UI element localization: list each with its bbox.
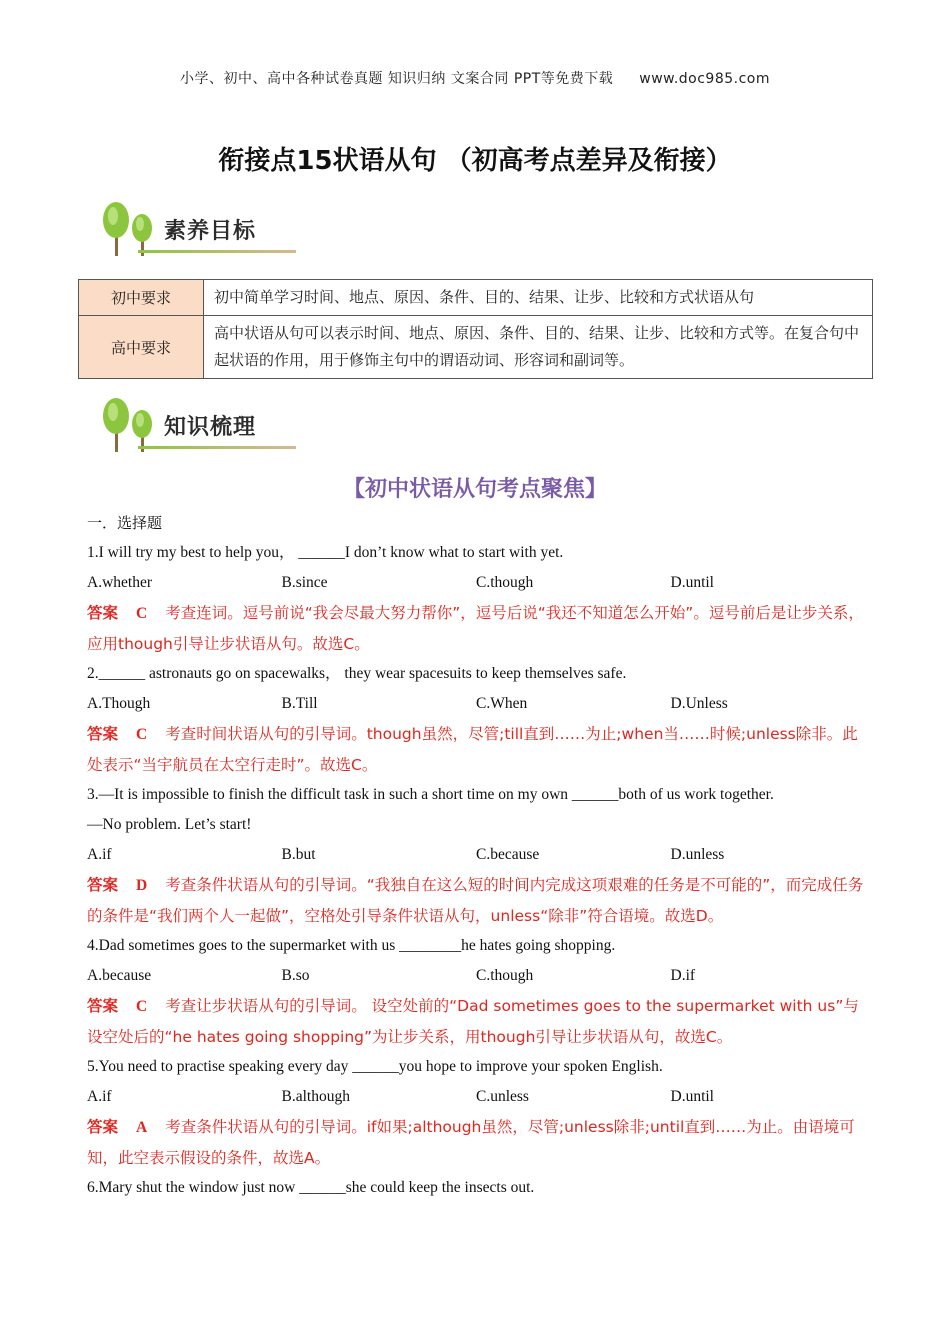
question-stem: 2.______ astronauts go on spacewalks， they wear spacesuits to keep themselves safe.	[87, 665, 627, 682]
answer-block	[87, 870, 865, 931]
option: D.if	[670, 967, 696, 984]
answer-tag: 答案	[87, 1118, 119, 1136]
option: C.When	[476, 695, 528, 712]
req-head-senior: 高中要求	[79, 316, 204, 379]
section-header-goals	[98, 200, 298, 262]
answer-letter: D	[136, 877, 148, 894]
option: D.Unless	[670, 695, 728, 712]
table-row	[79, 316, 873, 379]
exercise-content	[87, 508, 865, 1203]
option: A.if	[87, 1088, 112, 1105]
answer-letter: C	[136, 605, 148, 622]
question-options	[87, 568, 865, 598]
banner-text: 小学、初中、高中各种试卷真题 知识归纳 文案合同 PPT等免费下载	[179, 71, 614, 87]
option: C.unless	[476, 1088, 529, 1105]
option: B.but	[281, 846, 316, 863]
section-title-goals: 素养目标	[164, 219, 257, 244]
answer-tag: 答案	[87, 997, 119, 1015]
banner-url[interactable]: www.doc985.com	[639, 71, 771, 87]
option: D.until	[670, 574, 714, 591]
option: C.though	[476, 967, 534, 984]
req-body-junior: 初中简单学习时间、地点、原因、条件、目的、结果、让步、比较和方式状语从句	[204, 280, 873, 316]
question-stem: —No problem. Let’s start!	[87, 816, 252, 833]
question-options	[87, 840, 865, 870]
focus-heading: 【初中状语从句考点聚焦】	[342, 477, 607, 502]
option: C.though	[476, 574, 534, 591]
question-stem: 3.—It is impossible to finish the difficult task in such a short time on my own ______both of us work together.	[87, 786, 774, 803]
exercise-section-title: 一．选择题	[87, 514, 163, 532]
answer-explanation: 考查让步状语从句的引导词。 设空处前的“Dad sometimes goes to the supermarket with us”与设空处后的“he hates going shopping”为让步关系，用though引导让步状语从句，故选C。	[87, 997, 859, 1046]
option: C.because	[476, 846, 540, 863]
option: B.Till	[281, 695, 318, 712]
requirements-table	[78, 279, 873, 379]
answer-letter: C	[136, 726, 148, 743]
answer-explanation: 考查条件状语从句的引导词。“我独自在这么短的时间内完成这项艰难的任务是不可能的”，而完成任务的条件是“我们两个人一起做”，空格处引导条件状语从句，unless“除非”符合语境。故选D。	[87, 876, 864, 925]
req-body-senior: 高中状语从句可以表示时间、地点、原因、条件、目的、结果、让步、比较和方式等。在复合句中起状语的作用，用于修饰主句中的谓语动词、形容词和副词等。	[204, 316, 873, 379]
answer-explanation: 考查时间状语从句的引导词。though虽然，尽管;till直到……为止;when当……时候;unless除非。此处表示“当宇航员在太空行走时”。故选C。	[87, 725, 858, 774]
option: B.since	[281, 574, 328, 591]
option: D.until	[670, 1088, 714, 1105]
answer-block	[87, 598, 865, 659]
answer-tag: 答案	[87, 725, 119, 743]
question-stem: 5.You need to practise speaking every day ______you hope to improve your spoken English.	[87, 1058, 663, 1075]
section-title-knowledge: 知识梳理	[164, 415, 257, 440]
section-header-knowledge	[98, 396, 298, 458]
answer-explanation: 考查连词。逗号前说“我会尽最大努力帮你”，逗号后说“我还不知道怎么开始”。逗号前后是让步关系，应用though引导让步状语从句。故选C。	[87, 604, 864, 653]
answer-tag: 答案	[87, 876, 119, 894]
answer-block	[87, 991, 865, 1052]
question-options	[87, 961, 865, 991]
option: D.unless	[670, 846, 725, 863]
question-options	[87, 689, 865, 719]
option: A.if	[87, 846, 112, 863]
option: B.so	[281, 967, 310, 984]
question-stem: 4.Dad sometimes goes to the supermarket with us ________he hates going shopping.	[87, 937, 616, 954]
answer-tag: 答案	[87, 604, 119, 622]
answer-letter: C	[136, 998, 148, 1015]
option: B.although	[281, 1088, 350, 1105]
page-title: 衔接点15状语从句 （初高考点差异及衔接）	[218, 146, 732, 176]
section-underline	[138, 446, 296, 449]
option: A.because	[87, 967, 152, 984]
option: A.whether	[87, 574, 152, 591]
question-stem: 1.I will try my best to help you， ______I don’t know what to start with yet.	[87, 544, 564, 561]
answer-letter: A	[136, 1119, 148, 1136]
req-head-junior: 初中要求	[79, 280, 204, 316]
section-underline	[138, 250, 296, 253]
question-options	[87, 1082, 865, 1112]
answer-block	[87, 719, 865, 780]
question-stem: 6.Mary shut the window just now ______she could keep the insects out.	[87, 1179, 535, 1196]
answer-block	[87, 1112, 865, 1173]
site-banner	[0, 68, 950, 88]
table-row	[79, 280, 873, 316]
answer-explanation: 考查条件状语从句的引导词。if如果;although虽然，尽管;unless除非;until直到……为止。由语境可知，此空表示假设的条件，故选A。	[87, 1118, 855, 1167]
option: A.Though	[87, 695, 151, 712]
